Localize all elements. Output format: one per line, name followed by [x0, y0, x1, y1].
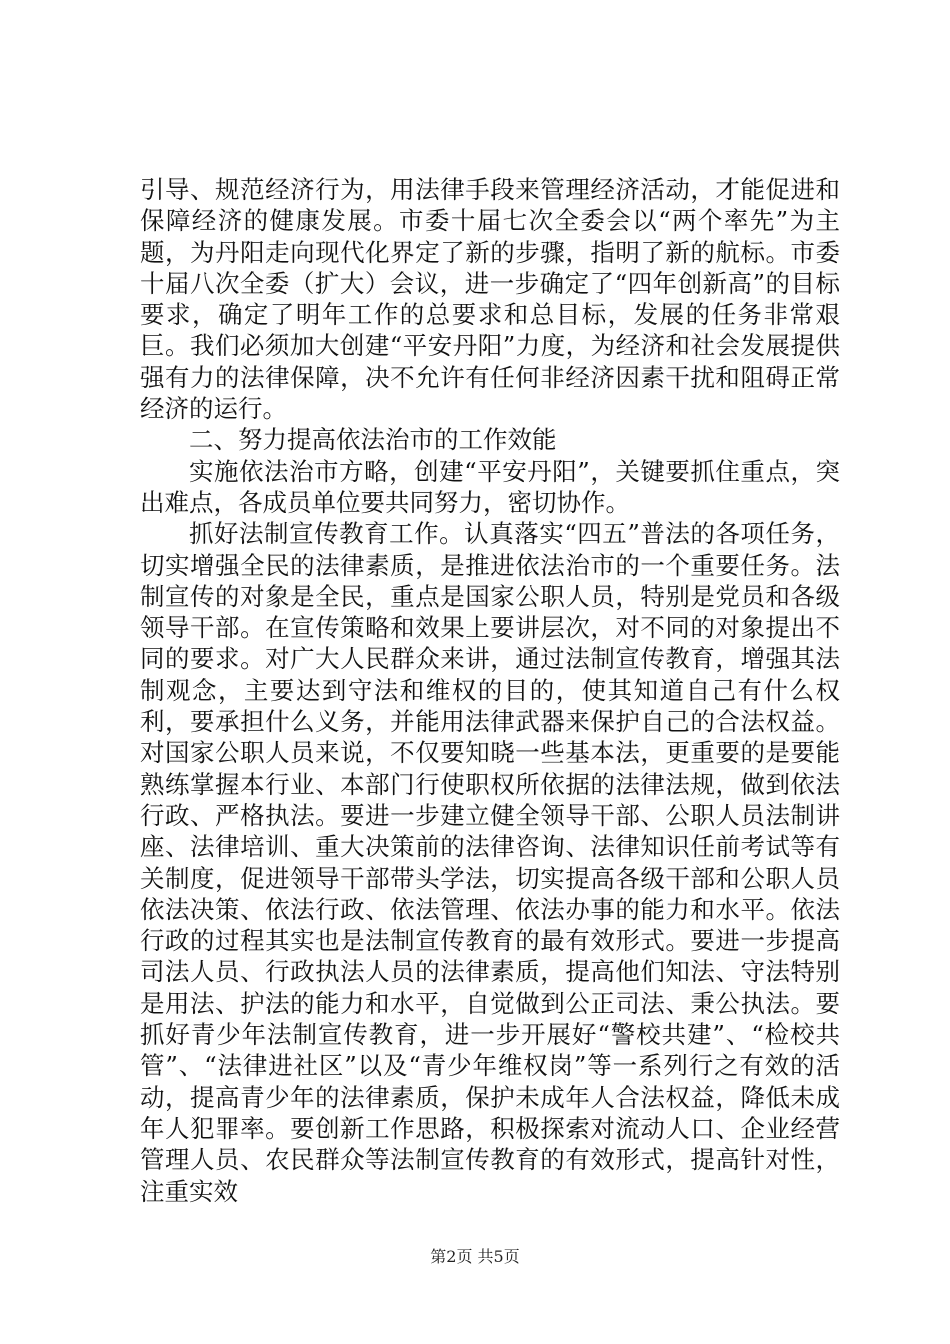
paragraph-continuation: 引导、规范经济行为，用法律手段来管理经济活动，才能促进和保障经济的健康发展。市委十届七次全委会以“两个率先”为主题，为丹阳走向现代化界定了新的步骤，指明了新的航标。市委十届八次全委（扩大）会议，进一步确定了“四年创新高”的目标要求，确定了明年工作的总要求和总目标，发展的任务非常艰巨。我们必须加大创建“平安丹阳”力度，为经济和社会发展提供强有力的法律保障，决不允许有任何非经济因素干扰和阻碍正常经济的运行。 [140, 175, 840, 424]
document-body [140, 174, 840, 1207]
page-number-footer: 第2页 共5页 [430, 1247, 520, 1266]
paragraph-legal-education: 抓好法制宣传教育工作。认真落实“四五”普法的各项任务，切实增强全民的法律素质，是推进依法治市的一个重要任务。法制宣传的对象是全民，重点是国家公职人员，特别是党员和各级领导干部。在宣传策略和效果上要讲层次，对不同的对象提出不同的要求。对广大人民群众来讲，通过法制宣传教育，增强其法制观念，主要达到守法和维权的目的，使其知道自己有什么权利，要承担什么义务，并能用法律武器来保护自己的合法权益。对国家公职人员来说，不仅要知晓一些基本法，更重要的是要能熟练掌握本行业、本部门行使职权所依据的法律法规，做到依法行政、严格执法。要进一步建立健全领导干部、公职人员法制讲座、法律培训、重大决策前的法律咨询、法律知识任前考试等有关制度，促进领导干部带头学法，切实提高各级干部和公职人员依法决策、依法行政、依法管理、依法办事的能力和水平。依法行政的过程其实也是法制宣传教育的最有效形式。要进一步提高司法人员、行政执法人员的法律素质，提高他们知法、守法特别是用法、护法的能力和水平，自觉做到公正司法、秉公执法。要抓好青少年法制宣传教育，进一步开展好“警校共建”、“检校共管”、“法律进社区”以及“青少年维权岗”等一系列行之有效的活动，提高青少年的法律素质，保护未成年人合法权益，降低未成年人犯罪率。要创新工作思路，积极探索对流动人口、企业经营管理人员、农民群众等法制宣传教育的有效形式，提高针对性，注重实效 [140, 519, 840, 1206]
section-heading: 二、努力提高依法治市的工作效能 [189, 425, 557, 455]
paragraph-intro: 实施依法治市方略，创建“平安丹阳”，关键要抓住重点，突出难点，各成员单位要共同努力，密切协作。 [140, 456, 840, 517]
